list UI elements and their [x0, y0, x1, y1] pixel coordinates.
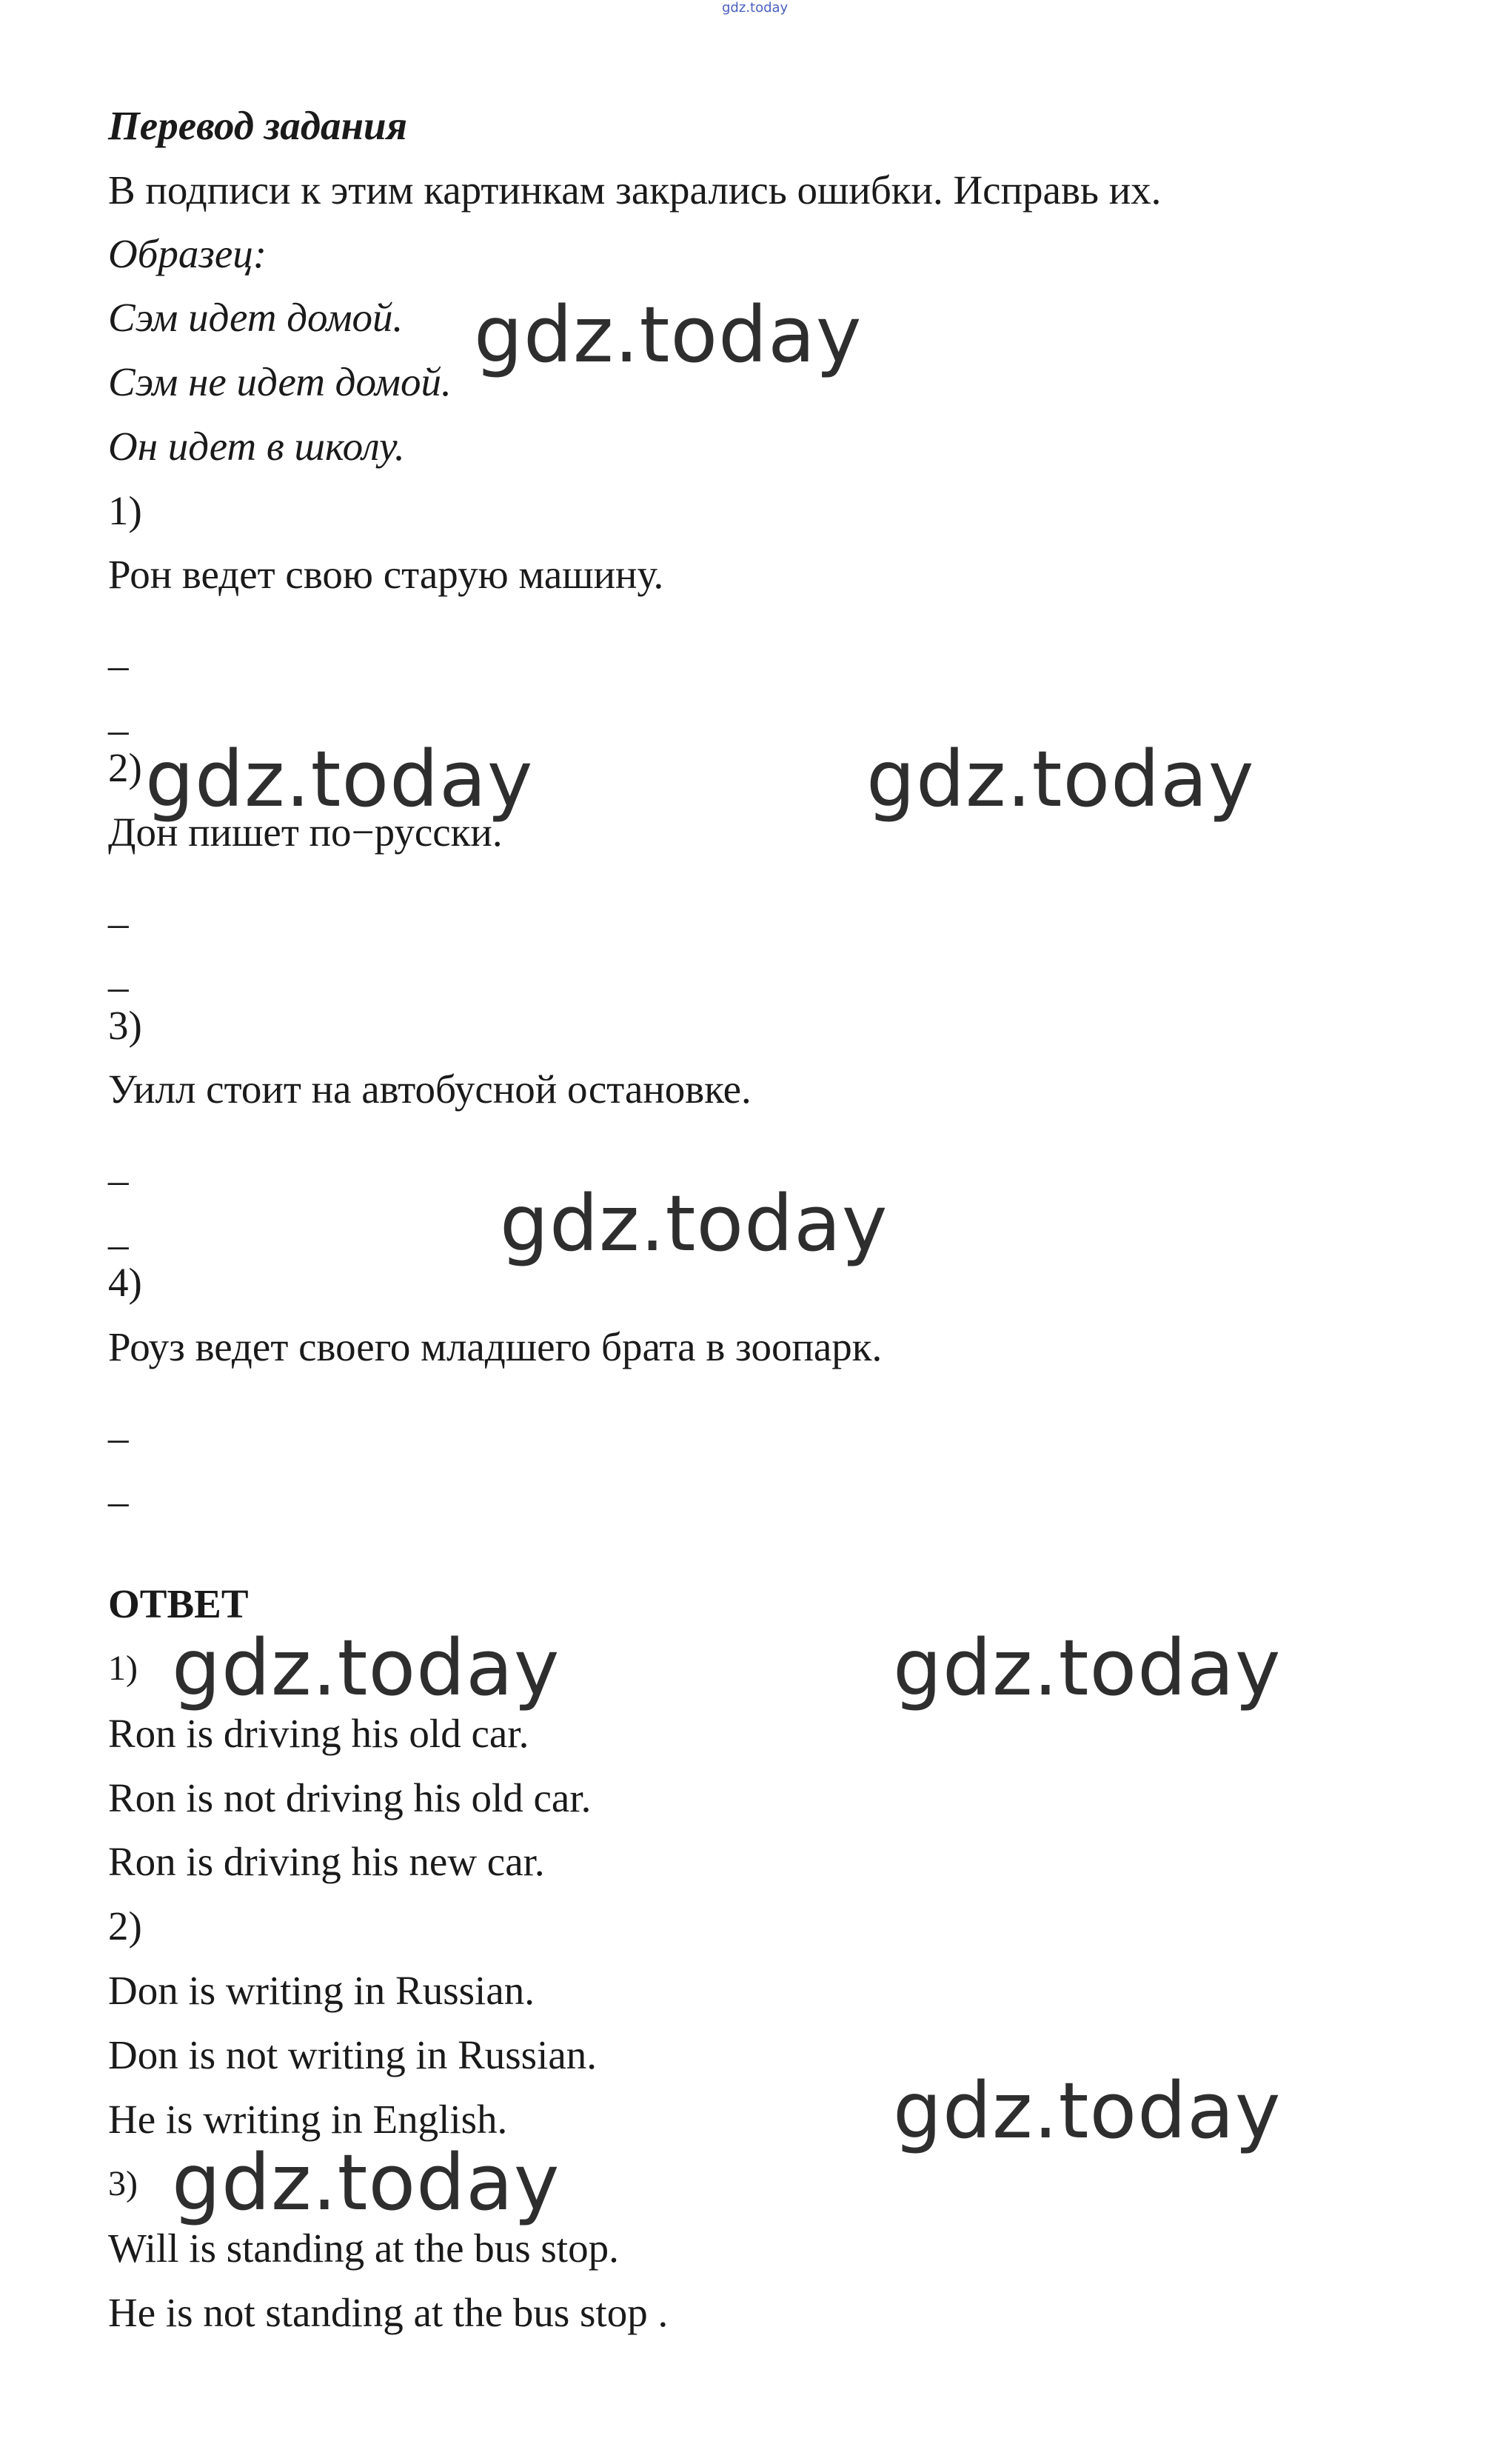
task-item-text: Дон пишет по−русски. — [108, 809, 503, 855]
answer-blank: _ — [108, 1208, 129, 1253]
answer-heading: ОТВЕТ — [108, 1581, 249, 1626]
sample-line: Он идет в школу. — [108, 424, 405, 469]
watermark: gdz.today — [145, 734, 534, 824]
sample-line: Сэм идет домой. — [108, 295, 404, 340]
answer-blank: _ — [108, 1465, 129, 1510]
answer-line: Ron is driving his new car. — [108, 1839, 545, 1884]
answer-line: He is not standing at the bus stop . — [108, 2290, 669, 2335]
task-item-number: 3) — [108, 1003, 142, 1048]
answer-blank: _ — [108, 693, 129, 738]
top-watermark: gdz.today — [722, 0, 789, 16]
answer-blank: _ — [108, 1401, 129, 1446]
answer-blank: _ — [108, 887, 129, 932]
task-instruction: В подписи к этим картинкам закрались ошибки. Исправь их. — [108, 167, 1162, 213]
task-item-number: 1) — [108, 488, 142, 533]
task-item-number: 4) — [108, 1260, 142, 1305]
answer-blank: _ — [108, 1143, 129, 1189]
task-heading: Перевод задания — [108, 103, 407, 148]
answer-item-number: 3) — [108, 2164, 138, 2203]
answer-line: Don is not writing in Russian. — [108, 2032, 598, 2077]
answer-line: Ron is driving his old car. — [108, 1711, 529, 1756]
watermark: gdz.today — [474, 290, 863, 380]
answer-item-number: 1) — [108, 1649, 138, 1688]
watermark: gdz.today — [172, 2137, 560, 2228]
watermark: gdz.today — [866, 734, 1255, 824]
sample-line: Сэм не идет домой. — [108, 359, 452, 404]
task-item-text: Уилл стоит на автобусной остановке. — [108, 1066, 752, 1112]
answer-line: Ron is not driving his old car. — [108, 1775, 592, 1820]
sample-label: Образец: — [108, 231, 267, 276]
answer-line: Don is writing in Russian. — [108, 1968, 535, 2013]
answer-line: He is writing in English. — [108, 2097, 508, 2142]
task-item-number: 2) — [108, 745, 142, 790]
answer-blank: _ — [108, 629, 129, 674]
answer-item-number: 2) — [108, 1903, 142, 1949]
watermark: gdz.today — [893, 2066, 1282, 2156]
task-item-text: Рон ведет свою старую машину. — [108, 552, 664, 597]
watermark: gdz.today — [500, 1178, 888, 1269]
answer-line: Will is standing at the bus stop. — [108, 2226, 619, 2271]
answer-blank: _ — [108, 950, 129, 995]
watermark: gdz.today — [893, 1623, 1282, 1713]
watermark: gdz.today — [172, 1623, 560, 1713]
task-item-text: Роуз ведет своего младшего брата в зоопарк. — [108, 1324, 883, 1369]
